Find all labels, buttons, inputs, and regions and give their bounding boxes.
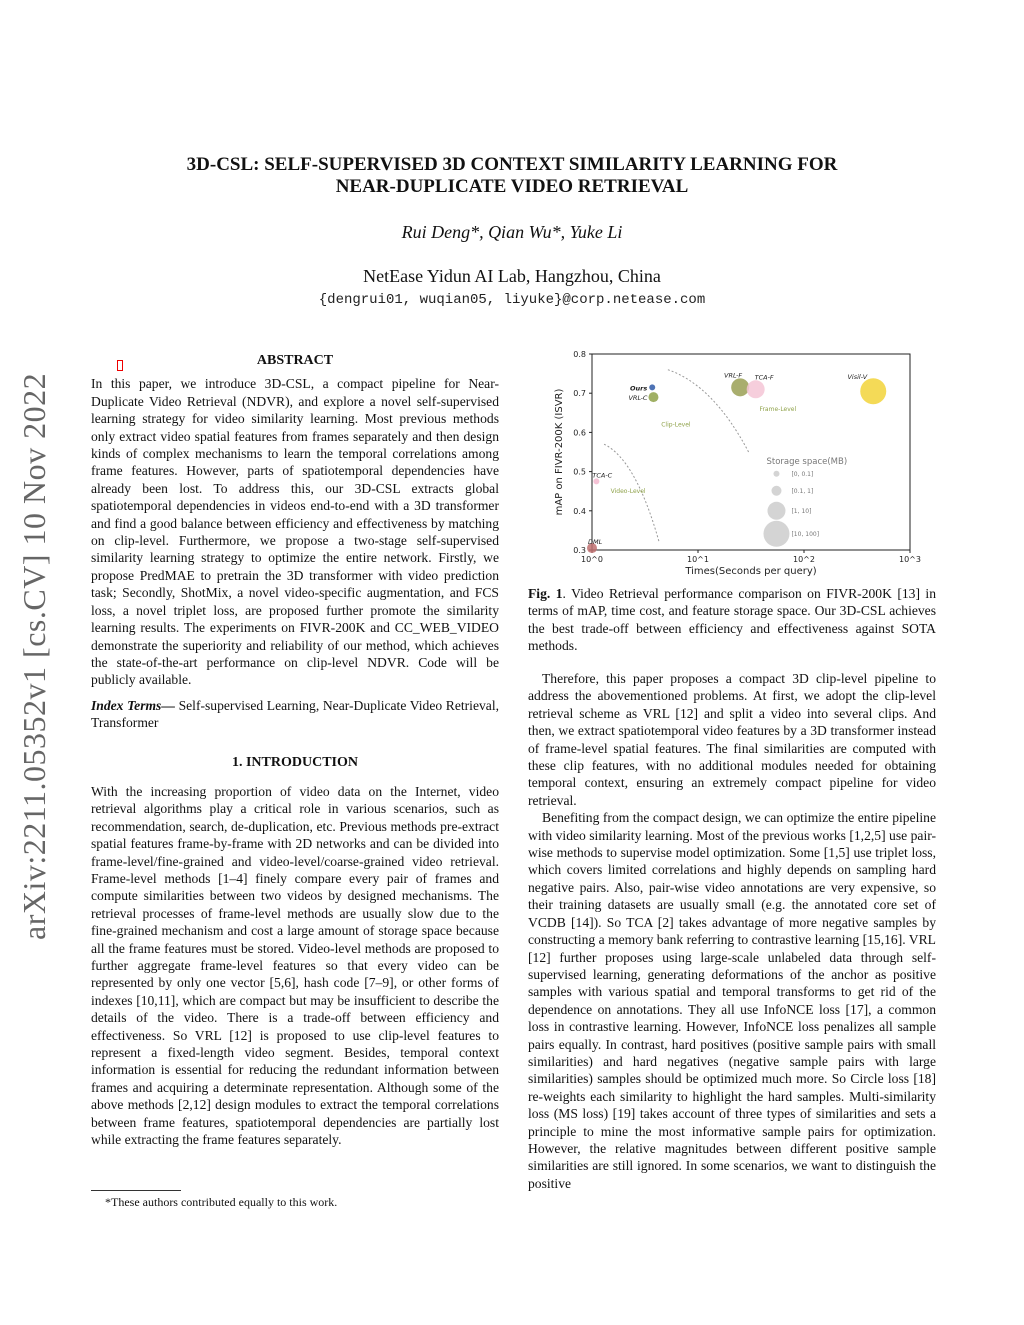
y-tick-label: 0.6: [573, 428, 586, 438]
y-tick-label: 0.3: [573, 546, 586, 555]
point-tca-f: [747, 380, 765, 398]
authors: Rui Deng*, Qian Wu*, Yuke Li: [401, 222, 623, 242]
paper-title: [100, 154, 924, 198]
y-tick-label: 0.7: [573, 389, 586, 399]
abstract-text: In this paper, we introduce 3D-CSL, a compact pipeline for Near-Duplicate Video Retrieval (NDVR), and explore a novel self-supervised learning strategy for video similarity learning. Most previous methods only extract video spatial features from frames separately and then design kinds of complex mechanisms to learn the temporal correlations among frame features. However, parts of spatiotemporal dependencies have already been lost. To address this, our 3D-CSL extracts global spatiotemporal dependencies in videos end-to-end with a 3D transformer and find a good balance between efficiency and effectiveness by matching on clip-level. Furthermore, we propose a two-stage self-supervised similarity learning strategy to optimize the entire network. Firstly, we propose PredMAE to pretrain the 3D transformer with video prediction task; Secondly, ShotMix, a novel video-specific augmentation, and FCS loss, a novel triplet loss, are proposed further promote the similarity learning results. The experiments on FIVR-200K and CC_WEB_VIDEO demonstrate the superiority and reliability of our method, which achieves the state-of-the-art performance on clip-level NDVR. Code will be publicly available.: [91, 376, 499, 688]
caption-text: . Video Retrieval performance comparison on FIVR-200K [13] in terms of mAP, time cost, and feature storage space. Our 3D-CSL achieves the best trade-off between efficiency and effectiveness against SOTA methods.: [528, 586, 936, 654]
legend-marker: [763, 521, 789, 547]
point-label: Ours: [629, 384, 648, 393]
index-terms: [91, 697, 499, 732]
point-label: TCA-F: [754, 373, 774, 382]
legend-label: [10, 100]: [791, 530, 820, 538]
x-tick-label: 10^3: [899, 555, 921, 564]
legend-marker: [771, 486, 781, 496]
figure-1-chart: [548, 348, 938, 580]
point-label: VRL-F: [724, 371, 743, 380]
point-ours: [649, 384, 655, 390]
email: {dengrui01, wuqian05, liyuke}@corp.netease.com: [318, 292, 706, 308]
point-label: VRL-C: [628, 394, 648, 403]
legend-label: [1, 10]: [791, 507, 812, 515]
region-label: Frame-Level: [759, 405, 797, 413]
footnote: *These authors contributed equally to this work.: [105, 1195, 338, 1209]
point-label: DML: [588, 538, 603, 547]
point-visil-v: [860, 378, 886, 404]
region-label: Video-Level: [610, 488, 646, 496]
title-line-1: 3D-CSL: SELF-SUPERVISED 3D CONTEXT SIMILARITY LEARNING FOR: [186, 154, 838, 175]
footnote-rule: [91, 1190, 181, 1191]
figure-caption: [528, 585, 936, 655]
x-axis-label: Times(Seconds per query): [685, 566, 817, 577]
y-axis-label: mAP on FIVR-200K (ISVR): [554, 388, 565, 516]
title-line-2: NEAR-DUPLICATE VIDEO RETRIEVAL: [335, 176, 689, 197]
left-column: [91, 352, 499, 1148]
x-tick-label: 10^1: [687, 555, 709, 564]
x-tick-label: 10^0: [581, 555, 603, 564]
paragraph-1: Therefore, this paper proposes a compact 3D clip-level pipeline to address the abovementioned problems. At first, we adopt the clip-level retrieval scheme as VRL [12] and split a video into several clips. And then, we extract spatiotemporal video features by a 3D transformer instead of frame-level spatial features. The final similarities are computed with these clip features, with no additional modules needed for obtaining temporal context, ensuring an extremely compact pipeline for video retrieval.: [528, 671, 936, 808]
abstract-heading: ABSTRACT: [256, 353, 334, 368]
intro-text: With the increasing proportion of video data on the Internet, video retrieval algorithms play a critical role in various scenarios, such as recommendation, search, de-duplication, etc. Previous methods pre-extract spatial features frame-by-frame with 2D networks and can be divided into frame-level/fine-grained and video-level/coarse-grained video retrieval. Frame-level methods [1–4] finely compare every pair of frames and compute similarities between two videos by designed mechanisms. The retrieval processes of frame-level methods are usually slow due to the fine-grained mechanism and cost a large amount of storage space because all the frame features must be stored. Video-level methods are proposed to further aggregate frame-level features so that every video can be represented by only one vector [5,6], hash code [7–9], or other forms of indexes [10,11], which are compact but may be insufficient to describe the details of the video. There is a trade-off between efficiency and effectiveness. So VRL [12] is proposed to use clip-level features to represent a fixed-length video segment. Besides, temporal context information is essential for reducing the redundant information between frames and acquiring a determinate representation. Although some of the above methods [2,12] design modules to extract the temporal correlations between frame features, spatiotemporal dependencies are partially lost while extracting the frame features separately.: [91, 783, 499, 1148]
legend-title: Storage space(MB): [766, 456, 848, 467]
index-terms-text: Self-supervised Learning, Near-Duplicate Video Retrieval, Transformer: [91, 697, 500, 731]
arxiv-identifier: arXiv:2211.05352v1 [cs.CV] 10 Nov 2022: [16, 372, 52, 940]
index-terms-label: Index Terms—: [91, 697, 175, 713]
y-tick-label: 0.5: [573, 467, 586, 477]
point-label: Visil-V: [847, 373, 868, 382]
region-label: Clip-Level: [661, 421, 691, 429]
legend-marker: [767, 502, 785, 520]
right-column-body: [528, 670, 936, 1192]
x-tick-label: 10^2: [793, 555, 815, 564]
point-vrl-c: [648, 392, 658, 402]
affiliation: NetEase Yidun AI Lab, Hangzhou, China: [363, 266, 661, 286]
point-vrl-f: [731, 378, 749, 396]
y-tick-label: 0.8: [573, 350, 586, 359]
legend-label: [0, 0.1]: [791, 470, 814, 478]
y-tick-label: 0.4: [573, 506, 586, 516]
point-label: TCA-C: [592, 471, 613, 480]
chart-svg: [548, 348, 938, 580]
caption-label: Fig. 1: [528, 586, 563, 601]
legend-marker: [773, 471, 779, 477]
legend-label: [0.1, 1]: [791, 487, 814, 495]
intro-heading: 1. INTRODUCTION: [231, 754, 358, 770]
paragraph-2: Benefiting from the compact design, we can optimize the entire pipeline with video similarity learning. Most of the previous works [1,2,5] use pair-wise methods to supervise model optimization. Some [1,5] use triplet loss, which covers limited correlations and highly depends on sampling hard negative pairs. Also, pair-wise video annotations are very expensive, so their training datasets are usually small (e.g. the annotated core set of VCDB [14]). So TCA [2] takes advantage of more negative samples by constructing a memory bank referring to contrastive learning [15,16]. VRL [12] further proposes using large-scale unlabeled data through self-supervised learning, generating deformations of the anchor as positive samples with various spatial and temporal transforms to get rid of the dependence on annotations. They all use InfoNCE loss [17], a common loss in contrastive learning. However, InfoNCE loss penalizes all sample pairs equally. In contrast, hard positives (positive sample pairs with small similarities) and hard negatives (negative sample pairs with large similarities) samples should be optimized much more. So Circle loss [18] re-weights each similarity to highlight the hard samples. Multi-similarity loss (MS loss) [19] takes account of three types of similarities and sets a principle to mine the most informative sample pairs for optimization. However, the relative magnitudes between different positive sample similarities are still ignored. In some scenarios, we want to distinguish the positive: [528, 810, 936, 1191]
